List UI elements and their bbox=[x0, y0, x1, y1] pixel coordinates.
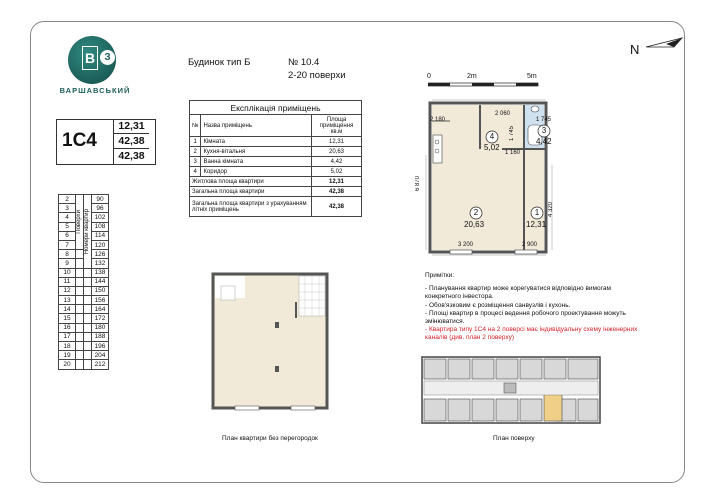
col-name: Назва приміщень bbox=[201, 115, 312, 137]
floor-number: 4 bbox=[59, 213, 76, 222]
apartment-number: 132 bbox=[92, 259, 109, 268]
floors-label-filler bbox=[76, 250, 84, 259]
room-2-num: 2 bbox=[473, 208, 479, 217]
floors-label-filler bbox=[76, 332, 84, 341]
floor-number: 10 bbox=[59, 268, 76, 277]
floor-number: 14 bbox=[59, 305, 76, 314]
floor-row bbox=[59, 360, 109, 369]
floor-number: 13 bbox=[59, 296, 76, 305]
floor-number: 20 bbox=[59, 360, 76, 369]
floors-label-filler bbox=[76, 360, 84, 369]
numbers-label-filler bbox=[84, 360, 92, 369]
note-item-red: - Квартира типу 1С4 на 2 поверсі має індивідуальну схему інженерних каналів (див. план 2 поверху) bbox=[425, 326, 638, 342]
apartment-number: 188 bbox=[92, 332, 109, 341]
living-area: 12,31 bbox=[114, 119, 149, 134]
dim-left-side: 6 870 bbox=[415, 176, 421, 192]
room-4-area: 5,02 bbox=[484, 143, 500, 152]
floor-row bbox=[59, 351, 109, 360]
numbers-label-filler bbox=[84, 305, 92, 314]
floors-label-filler bbox=[76, 286, 84, 295]
dim-top-left: 2 180 bbox=[430, 117, 446, 123]
floor-number: 15 bbox=[59, 314, 76, 323]
floor-number: 18 bbox=[59, 342, 76, 351]
dim-corridor-h: 1 745 bbox=[509, 126, 515, 142]
floor-row bbox=[59, 314, 109, 323]
numbers-label-filler bbox=[84, 332, 92, 341]
apartment-areas bbox=[113, 119, 149, 164]
total-area-summer: 42,38 bbox=[118, 150, 145, 162]
apartment-number: 114 bbox=[92, 231, 109, 240]
apartment-number: 120 bbox=[92, 240, 109, 249]
apartment-number: 102 bbox=[92, 213, 109, 222]
house-number: № 10.4 bbox=[288, 57, 320, 68]
scale-5m: 5m bbox=[527, 73, 537, 80]
floors-label: Поверхи bbox=[76, 210, 82, 234]
apartment-number: 108 bbox=[92, 222, 109, 231]
floor-number: 12 bbox=[59, 286, 76, 295]
apartment-number: 144 bbox=[92, 277, 109, 286]
explication-title: Експлікація приміщень bbox=[190, 101, 362, 115]
floor-row bbox=[59, 268, 109, 277]
floors-label-filler bbox=[76, 296, 84, 305]
floors-label-cell bbox=[76, 195, 84, 250]
floor-row bbox=[59, 323, 109, 332]
numbers-label-filler bbox=[84, 296, 92, 305]
floors-label-filler bbox=[76, 323, 84, 332]
dim-top-right: 1 745 bbox=[536, 117, 552, 123]
floor-plan bbox=[420, 355, 602, 427]
floor-number: 17 bbox=[59, 332, 76, 341]
room-2-area: 20,63 bbox=[464, 220, 485, 229]
floors-label-filler bbox=[76, 277, 84, 286]
floors-range: 2-20 поверхи bbox=[288, 70, 346, 81]
note-item: - Обов'язковим є розміщення санвузлів і кухонь. bbox=[425, 301, 571, 309]
notes-title: Примітки: bbox=[425, 272, 455, 279]
room-1-num: 1 bbox=[534, 208, 540, 217]
caption-floor-plan: План поверху bbox=[493, 435, 535, 442]
apartment-number: 126 bbox=[92, 250, 109, 259]
floor-number: 9 bbox=[59, 259, 76, 268]
dim-corridor-w: 1 160 bbox=[505, 150, 521, 156]
apartment-number: 172 bbox=[92, 314, 109, 323]
apartment-number: 180 bbox=[92, 323, 109, 332]
apartment-number: 212 bbox=[92, 360, 109, 369]
floor-row bbox=[59, 296, 109, 305]
dim-bottom-right: 2 900 bbox=[522, 242, 538, 248]
apartment-number: 196 bbox=[92, 342, 109, 351]
col-num: № bbox=[190, 115, 201, 137]
room-4-num: 4 bbox=[489, 132, 495, 141]
dim-right-side: 4 320 bbox=[548, 202, 554, 218]
floors-label-filler bbox=[76, 342, 84, 351]
floor-number: 2 bbox=[59, 195, 76, 204]
numbers-label-filler bbox=[84, 351, 92, 360]
numbers-label-cell bbox=[84, 195, 92, 269]
total-row: Загальна площа квартири 42,38 bbox=[190, 187, 362, 197]
floor-number: 6 bbox=[59, 231, 76, 240]
logo-letter-z: З bbox=[100, 50, 115, 65]
numbers-label-filler bbox=[84, 314, 92, 323]
floor-row bbox=[59, 277, 109, 286]
north-label: N bbox=[630, 42, 640, 57]
numbers-label-filler bbox=[84, 286, 92, 295]
apartment-number: 96 bbox=[92, 204, 109, 213]
col-area: Площа приміщення кв.м bbox=[312, 115, 362, 137]
total-row: Загальна площа квартири з урахуванням літніх приміщень 42,38 bbox=[190, 197, 362, 217]
floors-label-filler bbox=[76, 351, 84, 360]
floor-number: 11 bbox=[59, 277, 76, 286]
north-arrow-icon bbox=[644, 34, 686, 52]
table-row: 1 Кімната 12,31 bbox=[190, 137, 362, 147]
scale-0: 0 bbox=[427, 73, 431, 80]
floor-number: 19 bbox=[59, 351, 76, 360]
numbers-label-filler bbox=[84, 277, 92, 286]
floor-number: 5 bbox=[59, 222, 76, 231]
room-1-area: 12,31 bbox=[526, 220, 547, 229]
table-row: 4 Коридор 5,02 bbox=[190, 167, 362, 177]
dim-bottom-left: 3 200 bbox=[458, 242, 474, 248]
apartment-number: 138 bbox=[92, 268, 109, 277]
room-3-area: 4,42 bbox=[536, 137, 552, 146]
apartment-number: 204 bbox=[92, 351, 109, 360]
room-3-num: 3 bbox=[541, 126, 547, 135]
house-type: Будинок тип Б bbox=[188, 57, 251, 68]
note-item: - Планування квартир може корегуватися відповідно вимогам конкретного інвестора. bbox=[425, 285, 611, 301]
floors-label-filler bbox=[76, 259, 84, 268]
floor-row bbox=[59, 286, 109, 295]
numbers-label-filler bbox=[84, 268, 92, 277]
apartment-number: 164 bbox=[92, 305, 109, 314]
floor-number: 7 bbox=[59, 240, 76, 249]
explication-table bbox=[189, 100, 362, 217]
floor-number: 8 bbox=[59, 250, 76, 259]
floor-row bbox=[59, 195, 109, 204]
floor-row bbox=[59, 332, 109, 341]
apartment-code: 1С4 bbox=[62, 130, 97, 151]
floor-row bbox=[59, 305, 109, 314]
numbers-label-filler bbox=[84, 342, 92, 351]
table-row: 3 Ванна кімната 4,42 bbox=[190, 157, 362, 167]
apartment-number: 156 bbox=[92, 296, 109, 305]
numbers-label: Номери квартир bbox=[84, 208, 90, 254]
table-row: 2 Кухня-вітальня 20,63 bbox=[190, 147, 362, 157]
logo-letter-b: В bbox=[82, 46, 98, 70]
floors-label-filler bbox=[76, 305, 84, 314]
scale-2m: 2m bbox=[467, 73, 477, 80]
floor-number: 16 bbox=[59, 323, 76, 332]
floors-table bbox=[58, 194, 109, 370]
floor-row bbox=[59, 342, 109, 351]
apartment-number: 150 bbox=[92, 286, 109, 295]
total-row: Житлова площа квартири 12,31 bbox=[190, 177, 362, 187]
numbers-label-filler bbox=[84, 323, 92, 332]
floor-number: 3 bbox=[59, 204, 76, 213]
apartment-number: 90 bbox=[92, 195, 109, 204]
note-item: - Площі квартир в процесі ведення робочого проектування можуть змінюватися. bbox=[425, 309, 626, 326]
floors-label-filler bbox=[76, 268, 84, 277]
dim-top-mid: 2 060 bbox=[495, 111, 511, 117]
notes bbox=[425, 272, 645, 343]
floors-label-filler bbox=[76, 314, 84, 323]
total-area: 42,38 bbox=[114, 134, 149, 149]
plan-no-partitions bbox=[205, 266, 335, 416]
logo-name: ВАРШАВСЬКИЙ bbox=[59, 86, 131, 95]
scale-bar bbox=[428, 82, 540, 88]
caption-no-partitions: План квартири без перегородок bbox=[222, 435, 318, 442]
